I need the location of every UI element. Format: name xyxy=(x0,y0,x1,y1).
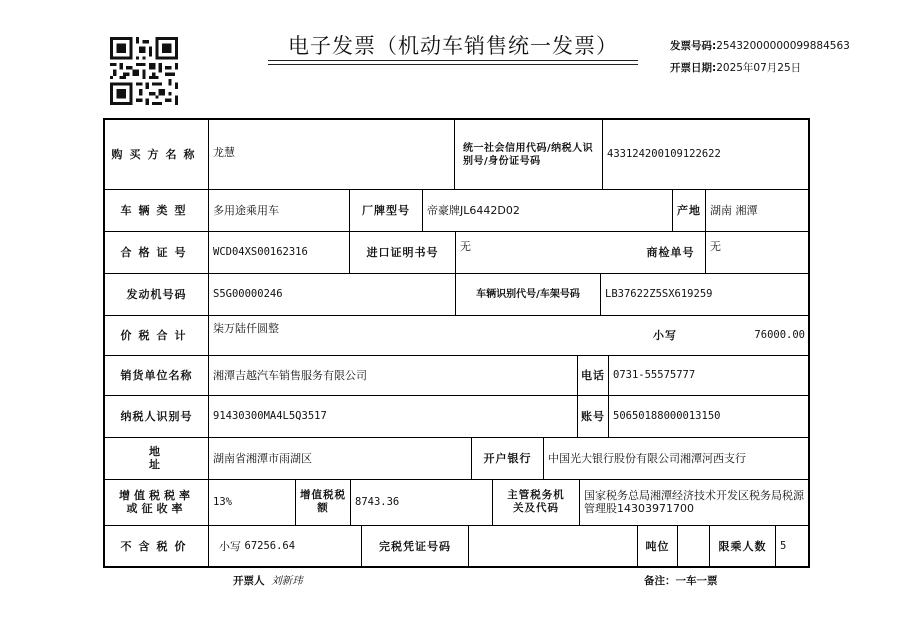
tax-voucher-label: 完税凭证号码 xyxy=(379,540,451,553)
taxpayer-id-value: 91430300MA4L5Q3517 xyxy=(213,409,327,422)
origin-value: 湖南 湘潭 xyxy=(710,203,758,217)
seats-value: 5 xyxy=(780,540,787,552)
vin-value: LB37622Z5SX619259 xyxy=(605,287,713,300)
engine-label: 发动机号码 xyxy=(126,287,187,301)
vehicle-type-label: 车辆类型 xyxy=(120,203,193,217)
issuer-label: 开票人 xyxy=(233,575,265,587)
total-lower-value: 76000.00 xyxy=(754,328,805,341)
tax-office-value: 国家税务总局湘潭经济技术开发区税务局税源管理股14303971700 xyxy=(584,489,804,515)
cert-value: WCD04XS00162316 xyxy=(213,245,308,258)
inspection-value: 无 xyxy=(710,240,721,253)
col-divider xyxy=(492,479,493,525)
invoice-title: 电子发票（机动车销售统一发票） xyxy=(288,34,618,58)
engine-value: S5G00000246 xyxy=(213,287,283,300)
tax-voucher-value xyxy=(469,525,637,568)
seller-value: 湘潭吉越汽车销售服务有限公司 xyxy=(213,368,367,382)
buyer-name: 龙慧 xyxy=(213,146,235,159)
tax-rate-label: 增值税税率或征收率 xyxy=(119,489,194,515)
buyer-id-value: 433124200109122622 xyxy=(607,148,721,160)
import-cert-value: 无 xyxy=(460,240,471,253)
issue-date xyxy=(670,60,801,75)
tonnage-value xyxy=(678,525,709,568)
total-label: 价税合计 xyxy=(120,328,193,342)
account-value: 50650188000013150 xyxy=(613,409,721,422)
tax-amount-label: 增值税税额 xyxy=(300,489,346,514)
account-label: 账号 xyxy=(581,409,605,423)
buyer-id-label: 统一社会信用代码/纳税人识别号/身份证号码 xyxy=(463,142,594,167)
pretax-lower-value: 67256.64 xyxy=(244,540,296,552)
invoice-number-label: 发票号码: xyxy=(670,40,717,52)
bank-value: 中国光大银行股份有限公司湘潭河西支行 xyxy=(548,451,746,465)
invoice-table xyxy=(103,118,810,568)
seller-label: 销货单位名称 xyxy=(120,368,193,382)
tax-amount-value: 8743.36 xyxy=(355,495,400,508)
origin-label: 产地 xyxy=(677,203,701,217)
issue-date-value: 2025年07月25日 xyxy=(716,62,802,74)
title-underline xyxy=(268,60,638,61)
address-label: 地址 xyxy=(149,445,188,471)
phone-value: 0731-55575777 xyxy=(613,368,696,381)
import-cert-label: 进口证明书号 xyxy=(366,245,439,259)
vehicle-type-value: 多用途乘用车 xyxy=(213,203,279,217)
pretax-label: 不含税价 xyxy=(120,540,193,553)
address-value: 湖南省湘潭市雨湖区 xyxy=(213,451,312,465)
tonnage-label: 吨位 xyxy=(645,540,670,553)
taxpayer-id-label: 纳税人识别号 xyxy=(120,409,193,423)
qr-code xyxy=(108,37,180,105)
buyer-label: 购买方名称 xyxy=(111,148,202,161)
invoice-number-value: 25432000000099884563 xyxy=(716,40,850,52)
issuer xyxy=(233,573,303,588)
seats-label: 限乘人数 xyxy=(718,540,767,553)
issue-date-label: 开票日期: xyxy=(670,62,717,74)
model-label: 厂牌型号 xyxy=(362,203,410,217)
tax-rate-value: 13% xyxy=(213,495,232,508)
title-underline-double xyxy=(268,64,638,65)
phone-label: 电话 xyxy=(581,368,605,382)
cert-label: 合格证号 xyxy=(120,245,193,259)
remark: 备注：一车一票 xyxy=(644,575,718,587)
vin-label: 车辆识别代号/车架号码 xyxy=(476,288,580,300)
total-upper-value: 柒万陆仟圆整 xyxy=(213,322,279,335)
pretax-lower xyxy=(209,525,361,568)
tax-office-label: 主管税务机关及代码 xyxy=(507,489,565,514)
pretax-lower-label: 小写 xyxy=(219,540,241,553)
inspection-label: 商检单号 xyxy=(646,245,695,259)
issuer-name: 刘新玮 xyxy=(271,575,303,587)
total-lower-label: 小写 xyxy=(653,328,677,342)
model-value: 帝豪牌JL6442D02 xyxy=(427,203,520,217)
bank-label: 开户银行 xyxy=(483,451,532,465)
invoice-number xyxy=(670,38,850,53)
